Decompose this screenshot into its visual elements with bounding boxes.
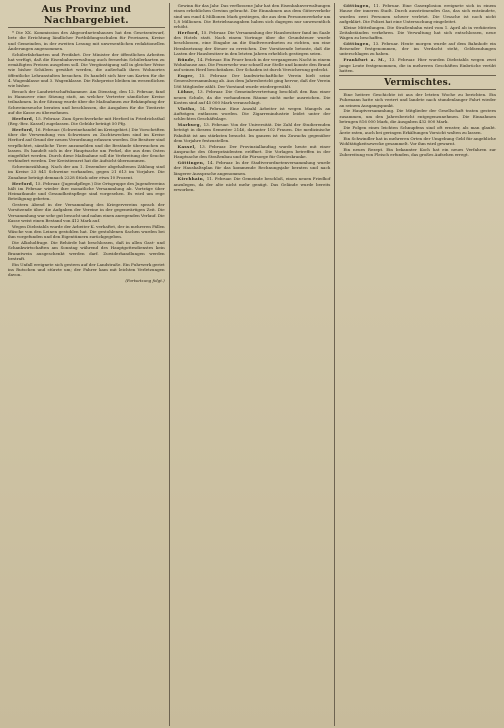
article-text: 13. Februar. Heute morgen wurde auf dem Bahnhofe ein Reisender festgenommen, der im Verdacht steht, Geldsendungen unterschlagen zu haben.: [339, 40, 497, 57]
dateline-place: Herford,: [12, 180, 36, 186]
dateline-place: Kassel,: [177, 143, 200, 149]
article-text: * Die XX. Kommission des Abgeordnetenhauses hat den Gesetzentwurf, betr. die Errichtung ländlicher Fortbildungsschulen für Provinzen, Kreise und Gemeinden, in der zweiten Lesung mit unwesentlichen redaktionellen Änderungen angenommen.: [8, 30, 165, 51]
article-paragraph: [174, 160, 331, 176]
dateline-place: Frankfurt a. M.,: [343, 57, 390, 63]
article-text: Schweinezählung. Nach der am 1. Dezember abgehaltenen Zählung sind im Kreise 23 841 Schweine vorhanden, gegen 21 613 im Vorjahre. Die Zunahme beträgt demnach 2228 Stück oder etwa 10 Prozent.: [8, 164, 165, 180]
article-text: Ein neues Rezept. Ein bekannter Koch hat ein neues Verfahren zur Zubereitung von Fleisch erfunden, das großes Aufsehen erregt.: [339, 146, 497, 158]
dateline-place: Herford,: [12, 115, 36, 121]
article-paragraph: [174, 106, 331, 122]
article-paragraph: [8, 224, 165, 240]
article-paragraph: [8, 89, 165, 115]
dateline-place: Löhne,: [177, 89, 198, 95]
column-1-body: [8, 30, 165, 277]
article-text: Eine heitere Geschichte ist aus der letzten Woche zu berichten. Ein Fuhrmann hatte sich verirrt und landete nach stundenlanger Fahrt wieder an seinem Ausgangspunkt.: [339, 92, 497, 108]
article-paragraph: [339, 136, 496, 147]
article-text: Ein Unfall ereignete sich gestern auf der Landstraße. Ein Fuhrwerk geriet ins Rutschen und stürzte um; der Fahrer kam mit leichten Verletzungen davon.: [8, 261, 165, 278]
article-text: Die Folgen eines leichten Schnupfens sind oft ernster, als man glaubt. Ärzte raten, auch bei geringen Erkältungen Vorsicht walten zu lassen.: [339, 124, 497, 135]
section-title-provinz: Aus Provinz und Nachbargebiet.: [8, 4, 165, 28]
dateline-place: Herford,: [177, 29, 202, 35]
article-text: 16. Februar. (Schweinehandel im Kreisgebiet.) Die Vorschriften über die Verwendung von Schweinen zu Zuchtzwecken sind im Kreise Herford auf Grund der neuen Verordnung erlassen worden. Die Besitzer sind verpflichtet, sämtliche Tiere anzumelden und die Bestände überwachen zu lassen. Es handelt sich in der Hauptsache um Ferkel, die aus dem Osten eingeführt werden. Durch diese Maßnahme soll die Verbreitung der Seuche verhindert werden. Der Kreistierarzt hat die Aufsicht übernommen.: [8, 126, 165, 164]
column-2-body: [174, 3, 331, 192]
column-3: [334, 3, 500, 726]
section-divider: [339, 75, 496, 76]
dateline-place: Marburg,: [177, 122, 204, 128]
article-text: 11. Februar. Eine Gasexplosion ereignete sich in einem Hause der inneren Stadt. Durch ausströmendes Gas, das sich entzündete, wurden zwei Personen schwer verletzt. Die Ursache ist noch nicht aufgeklärt. Die Polizei hat eine Untersuchung eingeleitet.: [339, 3, 497, 24]
article-paragraph: [339, 3, 496, 24]
article-text: 11. Februar. Die Gemeinde beschloß, einen neuen Friedhof anzulegen, da der alte nicht mehr genügt. Das Gelände wurde bereits erworben.: [173, 176, 331, 192]
article-paragraph: [8, 116, 165, 127]
vermischtes-body: [339, 92, 496, 157]
dateline-place: Göttingen,: [177, 160, 208, 165]
dateline-place: Kirchhain,: [177, 176, 207, 182]
dateline-place: Göttingen,: [343, 40, 373, 46]
article-paragraph: [174, 73, 331, 89]
article-paragraph: [8, 181, 165, 202]
article-paragraph: [174, 57, 331, 73]
article-paragraph: [339, 147, 496, 158]
article-paragraph: [174, 89, 331, 105]
article-text: 15. Februar. (Jugendpflege.) Die Ortsgruppe des Jugendvereins hält im Februar wieder ihre monatliche Versammlung ab. Vorträge über Heimatkunde und Gesundheitspflege sind vorgesehen. Es wird um rege Beteiligung gebeten.: [8, 180, 165, 202]
article-text: 13. Februar. Von der Universität. Die Zahl der Studierenden beträgt in diesem Semester 2146, darunter 102 Frauen. Die medizinische Fakultät ist am stärksten besucht. Im ganzen ist ein Zuwachs gegenüber dem Vorjahre festzustellen.: [173, 122, 331, 143]
article-paragraph: [174, 176, 331, 192]
article-paragraph: [339, 92, 496, 108]
article-text: 15. Februar. Der landwirtschaftliche Verein hielt seine Generalversammlung ab. Aus dem Jahresbericht ging hervor, daß der Verein 186 Mitglieder zählt. Der Vorstand wurde wiedergewählt.: [173, 73, 331, 89]
article-text: 15. Februar. Die Versammlung der Hausbesitzer fand im Saale des Hotels statt. Nach einem Vortrage über die Grundsteuer wurde beschlossen, eine Eingabe an die Stadtverordneten zu richten, um eine Herabsetzung der Steuer zu erreichen. Der Vorsitzende betonte, daß die Lasten der Hausbesitzer in den letzten Jahren erheblich gestiegen seien.: [173, 29, 331, 56]
dateline-place: Enger,: [177, 73, 200, 79]
article-text: 15. Februar. Zum Sprechverkehr mit Herford in Friedrichsthal (Reg.-Bez. Kassel) zugelassen. Die Gebühr beträgt 50 Pfg.: [8, 115, 165, 127]
article-paragraph: [339, 41, 496, 57]
section-title-vermischtes: Vermischtes.: [339, 78, 496, 90]
article-paragraph: [8, 202, 165, 223]
article-text: Besuch der Landwirtschaftskammer. Am Dienstag, den 12. Februar, fand in Hannover eine Sitzung statt, an welcher Vertreter sämtlicher Kreise teilnahmen. In der Sitzung wurde über die Maßnahmen zur Bekämpfung der Schweineseuche beraten und beschlossen, die Ausgaben für die Tierärzte auf die Kasse zu übernehmen.: [8, 88, 165, 115]
article-text: Die Hauptversammlung. Die Mitglieder der Gesellschaft traten gestern zusammen, um den Jahresbericht entgegenzunehmen. Die Einnahmen betrugen 816 000 Mark, die Ausgaben 432 000 Mark.: [339, 108, 497, 124]
article-paragraph: [174, 144, 331, 160]
article-text: 13. Februar. Die Gemeindevertretung beschloß den Bau einer neuen Schule, da die vorhandenen Räume nicht mehr ausreichen. Die Kosten sind auf 45 000 Mark veranschlagt.: [173, 89, 331, 105]
article-paragraph: [8, 127, 165, 164]
article-paragraph: [174, 30, 331, 56]
article-text: Kleine Mitteilungen. Die Straßenbahn wird vom 1. April ab in verkürzten Zeitabständen verkehren. Die Verwaltung hat sich entschlossen, neue Wagen zu beschaffen.: [339, 24, 497, 41]
dateline-place: Göttingen,: [343, 3, 374, 8]
article-text: Die Alkoholfrage. Die Behörde hat beschlossen, daß in allen Gast- und Schankwirtschaften am Sonntag während des Hauptgottesdienstes kein Branntwein ausgeschenkt werden darf. Zuwiderhandlungen werden bestraft.: [8, 240, 165, 261]
article-text: Schülerfahrkarten und Freifahrt. Der Minister der öffentlichen Arbeiten hat verfügt, daß die Eisenbahnverwaltung auch fernerhin Schülerkarten zu ermäßigten Preisen ausgeben soll. Die Vergünstigung soll in gleicher Weise wie bisher Schülern gewährt werden, die außerhalb ihres Wohnortes öffentliche Lehranstalten besuchen. Es handelt sich hier um Karten für die 4. Wagenklasse und 3. Wagenklasse. Die Fahrpreise bleiben im wesentlichen wie bisher.: [8, 51, 165, 89]
article-text: 13. Februar. Hier wurden Diebstahls wegen zwei junge Leute festgenommen, die in mehreren Geschäften Einbrüche verübt hatten.: [339, 57, 497, 73]
article-paragraph: [8, 164, 165, 180]
article-paragraph: [174, 122, 331, 143]
article-paragraph: [8, 52, 165, 89]
column-2: [169, 3, 335, 726]
article-paragraph: [8, 30, 165, 51]
column-3-body: [339, 3, 496, 73]
article-paragraph: [339, 125, 496, 136]
article-text: 14. Februar. Eine Anzahl Arbeiter ist wegen Mangels an Aufträgen entlassen worden. Die Zigarrenindustrie leidet unter der schlechten Geschäftslage.: [173, 105, 331, 122]
article-text: 14. Februar. In der Stadtverordnetenversammlung wurde der Haushaltsplan für das kommende Rechnungsjahr beraten und nach längerer Aussprache angenommen.: [173, 160, 331, 176]
dateline-place: Herford,: [12, 126, 36, 132]
article-text: Gestern Abend in der Versammlung des Kriegervereins sprach der Vorsitzende über die Aufgaben der Vereine in der gegenwärtigen Zeit. Die Versammlung war sehr gut besucht und nahm einen anregenden Verlauf. Die Kasse weist einen Bestand von 412 Mark auf.: [8, 202, 165, 223]
article-paragraph: [339, 25, 496, 41]
dateline-place: Vlotho,: [177, 105, 200, 111]
article-paragraph: [174, 3, 331, 29]
article-text: Gewinn für das Jahr. Das verflossene Jahr hat den Eisenbahnverwaltungen einen erheblichen Gewinn gebracht. Die Einnahmen aus dem Güterverkehr sind um rund 4 Millionen Mark gestiegen, die aus dem Personenverkehr um 1,8 Millionen. Die Betriebsausgaben haben sich dagegen nur unwesentlich erhöht.: [173, 3, 331, 29]
article-paragraph: [339, 57, 496, 73]
article-paragraph: [8, 240, 165, 261]
article-text: Wegen Diebstahls wurde der Arbeiter K. verhaftet, der in mehreren Fällen Wäsche von den Leinen gestohlen hat. Die gestohlenen Sachen wurden bei ihm vorgefunden und den Eigentümern zurückgegeben.: [8, 223, 165, 240]
columns-container: [4, 3, 500, 726]
dateline-place: Bünde,: [177, 56, 198, 62]
article-paragraph: [339, 108, 496, 124]
article-text: 14. Februar. Ein Feuer brach in der vergangenen Nacht in einem Wohnhause aus. Die Feuerwehr war schnell zur Stelle und konnte den Brand auf seinen Herd beschränken. Der Schaden ist durch Versicherung gedeckt.: [173, 56, 331, 73]
column-1: [4, 3, 169, 726]
article-text: 13. Februar. Der Provinziallandtag wurde heute mit einer Ansprache des Oberpräsidenten eröffnet. Die Vorlagen betreffen in der Hauptsache den Straßenbau und die Fürsorge für Geisteskranke.: [173, 143, 331, 160]
article-paragraph: [8, 262, 165, 278]
article-text: Ein Schwindler hat in mehreren Orten der Umgebung Geld für angebliche Wohltätigkeitszwecke gesammelt. Vor ihm wird gewarnt.: [339, 135, 497, 147]
continuation-note: (Fortsetzung folgt.): [125, 278, 165, 284]
